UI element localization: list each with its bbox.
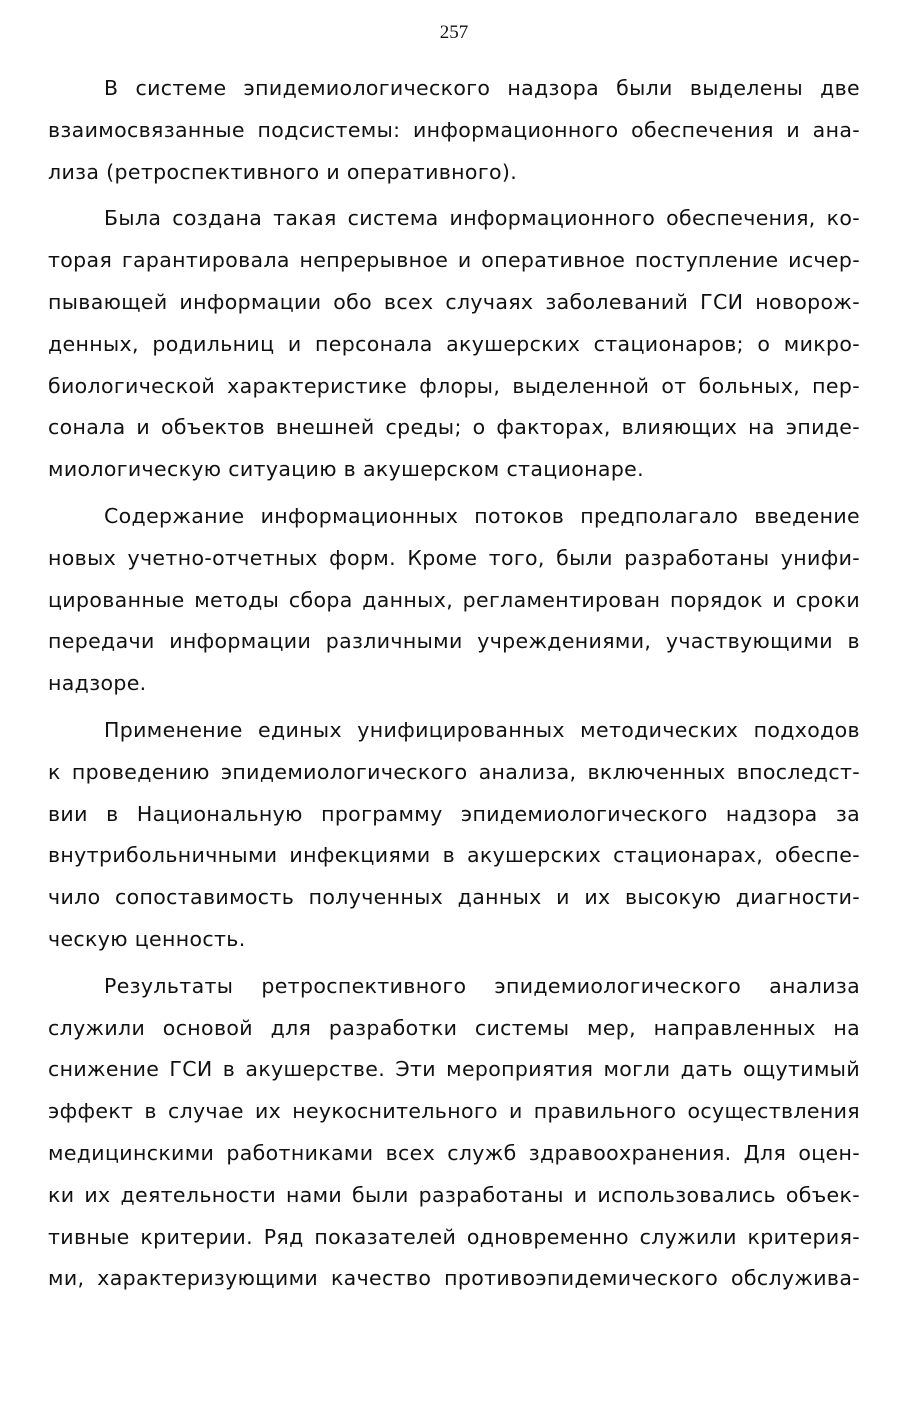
text-line: снижение ГСИ в акушерстве. Эти мероприятия могли дать ощутимый (48, 1057, 860, 1082)
text-line: цированные методы сбора данных, регламентирован порядок и сроки (48, 587, 860, 612)
text-line: передачи информации различными учреждениями, участвующими в (48, 629, 860, 654)
text-line: торая гарантировала непрерывное и оперативное поступление исчер- (48, 248, 860, 273)
text-line: биологической характеристике флоры, выделенной от больных, пер- (48, 373, 860, 398)
paragraph (48, 68, 860, 193)
paragraph (48, 966, 860, 1300)
text-line: Применение единых унифицированных методических подходов (104, 717, 860, 742)
text-line: Результаты ретроспективного эпидемиологического анализа (104, 973, 860, 998)
text-line: В системе эпидемиологического надзора были выделены две (104, 76, 860, 100)
text-line: Содержание информационных потоков предполагало введение (104, 503, 860, 528)
text-line: миологическую ситуацию в акушерском стационаре. (48, 457, 645, 482)
text-line: денных, родильниц и персонала акушерских стационаров; о микро- (48, 331, 860, 356)
text-line: ки их деятельности нами были разработаны и использовались объек- (48, 1182, 860, 1207)
text-line: к проведению эпидемиологического анализа, включенных впоследст- (48, 759, 860, 784)
text-line: тивные критерии. Ряд показателей одновременно служили критерия- (48, 1224, 860, 1249)
text-line: сонала и объектов внешней среды; о факторах, влияющих на эпиде- (48, 415, 860, 440)
text-line: ми, характеризующими качество противоэпидемического обслужива- (48, 1266, 860, 1291)
text-line: вии в Национальную программу эпидемиологического надзора за (48, 801, 860, 826)
text-line: надзоре. (48, 671, 147, 696)
text-line: эффект в случае их неукоснительного и правильного осуществления (48, 1099, 860, 1124)
text-line: новых учетно-отчетных форм. Кроме того, были разработаны унифи- (48, 545, 860, 570)
text-line: медицинскими работниками всех служб здравоохранения. Для оцен- (48, 1140, 860, 1165)
text-line: пывающей информации обо всех случаях заболеваний ГСИ новорож- (48, 289, 860, 314)
text-line: служили основой для разработки системы мер, направленных на (48, 1015, 860, 1040)
text-line: взаимосвязанные подсистемы: информационного обеспечения и ана- (48, 117, 860, 142)
text-line: Была создана такая система информационного обеспечения, ко- (104, 206, 860, 231)
paragraph (48, 710, 860, 961)
text-line: чило сопоставимость полученных данных и их высокую диагности- (48, 885, 860, 910)
page-number: 257 (439, 22, 469, 43)
document-body (48, 68, 860, 1305)
paragraph (48, 496, 860, 705)
text-line: ческую ценность. (48, 926, 246, 951)
paragraph (48, 198, 860, 491)
text-line: внутрибольничными инфекциями в акушерских стационарах, обеспе- (48, 843, 860, 868)
text-line: лиза (ретроспективного и оперативного). (48, 159, 518, 184)
